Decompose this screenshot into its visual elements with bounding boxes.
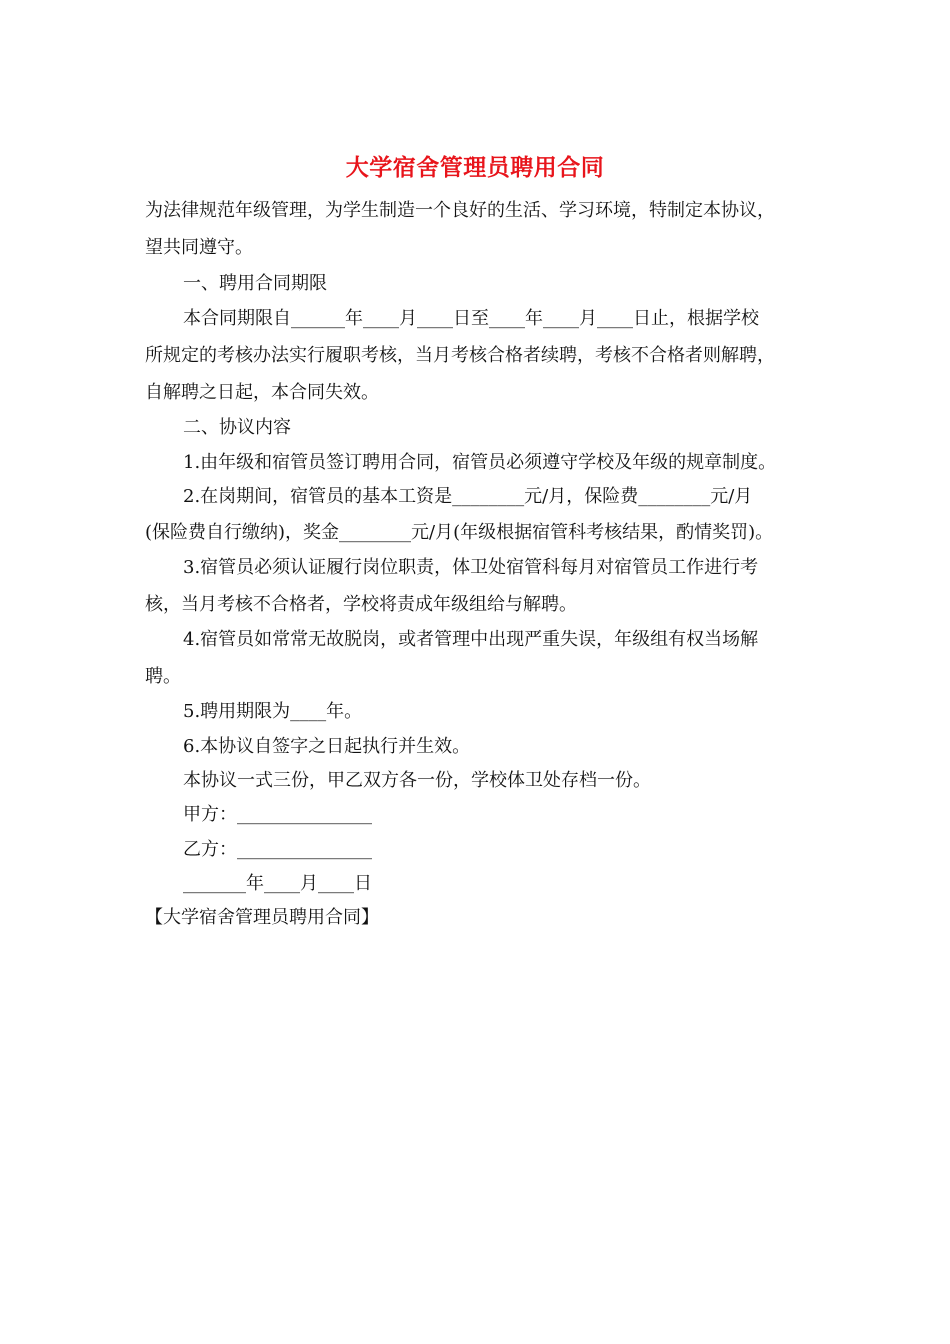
item-6-line-1: 6.本协议自签字之日起执行并生效。 <box>183 736 471 757</box>
item-3-line-2: 核，当月考核不合格者，学校将责成年级组给与解聘。 <box>145 594 577 615</box>
section-1-heading: 一、聘用合同期限 <box>183 273 327 294</box>
item-2-line-1: 2.在岗期间，宿管员的基本工资是________元/月，保险费________元/月 <box>183 486 753 507</box>
item-2-line-2: (保险费自行缴纳)，奖金________元/月(年级根据宿管科考核结果，酌情奖罚)。 <box>145 522 774 543</box>
section-1-line-3: 自解聘之日起，本合同失效。 <box>145 382 379 403</box>
item-5-line-1: 5.聘用期限为____年。 <box>183 701 363 722</box>
document-footer: 【大学宿舍管理员聘用合同】 <box>145 907 379 928</box>
party-a-line: 甲方：_______________ <box>183 804 372 825</box>
item-1-line-1: 1.由年级和宿管员签订聘用合同，宿管员必须遵守学校及年级的规章制度。 <box>183 452 777 473</box>
intro-line-1: 为法律规范年级管理，为学生制造一个良好的生活、学习环境，特制定本协议， <box>145 200 775 221</box>
copies-line: 本协议一式三份，甲乙双方各一份，学校体卫处存档一份。 <box>183 770 651 791</box>
section-1-line-2: 所规定的考核办法实行履职考核，当月考核合格者续聘，考核不合格者则解聘， <box>145 345 775 366</box>
section-2-heading: 二、协议内容 <box>183 417 291 438</box>
item-4-line-1: 4.宿管员如常常无故脱岗，或者管理中出现严重失误，年级组有权当场解 <box>183 629 759 650</box>
item-3-line-1: 3.宿管员必须认证履行岗位职责，体卫处宿管科每月对宿管员工作进行考 <box>183 557 759 578</box>
party-b-line: 乙方：_______________ <box>183 839 372 860</box>
item-4-line-2: 聘。 <box>145 666 181 687</box>
section-1-line-1: 本合同期限自______年____月____日至____年____月____日止，根据学校 <box>183 308 759 329</box>
signature-date-line: _______年____月____日 <box>183 873 372 894</box>
intro-line-2: 望共同遵守。 <box>145 237 253 258</box>
document-title: 大学宿舍管理员聘用合同 <box>345 154 605 181</box>
